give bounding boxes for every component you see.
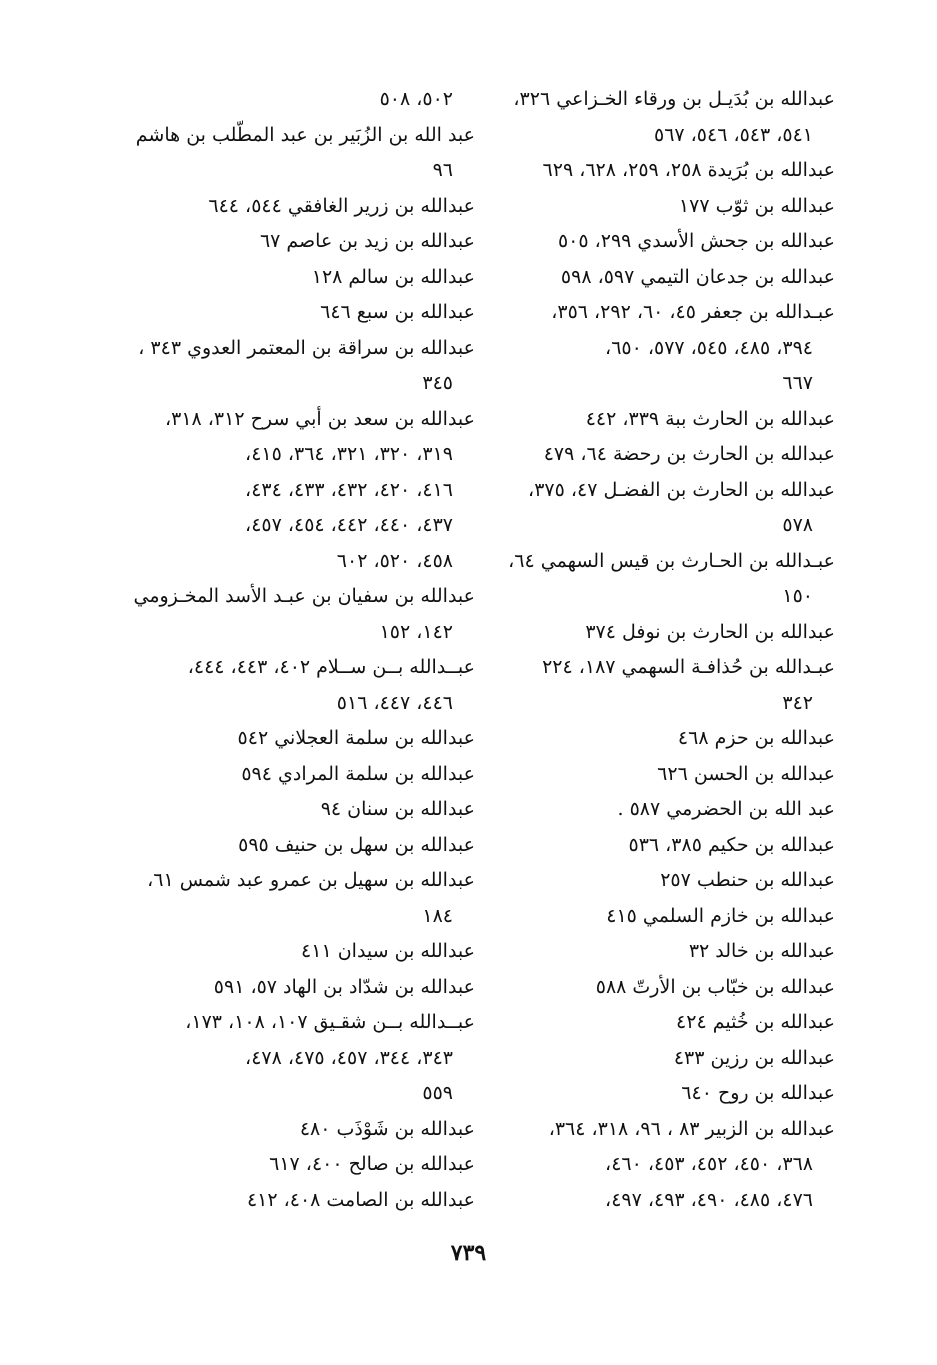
index-column-right [490,82,835,1218]
index-entry-continuation: ١٥٠ [782,585,813,607]
index-entry: عبدالله بن بُرَيدة ٢٥٨، ٢٥٩، ٦٢٨، ٦٢٩ [542,159,835,181]
index-entry-continuation: ٣٤٣، ٣٤٤، ٤٥٧، ٤٧٥، ٤٧٨، [245,1046,453,1069]
index-entry: عبدالله بن رزين ٤٣٣ [673,1046,835,1069]
index-entry: عبدالله بن خالد ٣٢ [688,940,835,962]
index-entry-continuation: ٤٧٦، ٤٨٥، ٤٩٠، ٤٩٣، ٤٩٧، [605,1188,813,1211]
index-entry-continuation: ٥٧٨ [782,514,813,536]
index-entry-continuation: ٣٦٨، ٤٥٠، ٤٥٢، ٤٥٣، ٤٦٠، [605,1153,813,1175]
index-entry-continuation: ٣٩٤، ٤٨٥، ٥٤٥، ٥٧٧، ٦٥٠، [605,336,813,359]
index-entry-continuation: ٥٥٩ [422,1082,453,1104]
index-entry-continuation: ٥٤١، ٥٤٣، ٥٤٦، ٥٦٧ [653,123,813,146]
index-entry: عبدالله بن شَوْذَب ٤٨٠ [299,1117,475,1140]
index-entry: عبدالله بن الزبير ٨٣ ، ٩٦، ٣١٨، ٣٦٤، [548,1117,835,1140]
index-entry: عبدالله بن زيد بن عاصم ٦٧ [259,230,475,252]
index-entry: عبدالله بن الحارث بن نوفل ٣٧٤ [585,620,835,643]
index-entry: عبدالله بن سفيان بن عبـد الأسد المخـزومي [133,585,475,607]
index-entry: عبد الله بن الزُبَير بن عبد المطّلب بن هاشم [135,123,475,146]
index-entry: عبدالله بن جدعان التيمي ٥٩٧، ٥٩٨ [560,265,835,288]
index-entry: عبدالله بن سلمة العجلاني ٥٤٢ [237,727,475,749]
index-entry: عبدالله بن سنان ٩٤ [320,798,475,820]
index-entry-continuation: ٤٣٧، ٤٤٠، ٤٤٢، ٤٥٤، ٤٥٧، [245,514,453,536]
index-entry: عبدالله بن سيدان ٤١١ [301,940,475,962]
index-entry: عبدالله بن الحارث ببة ٣٣٩، ٤٤٢ [585,407,835,430]
index-entry: عبدالله بن حنطب ٢٥٧ [660,869,835,891]
index-entry-continuation: ١٨٤ [422,904,453,927]
index-entry: عبـدالله بن الحـارث بن قيس السهمي ٦٤، [508,549,835,572]
index-column-left [125,82,475,1218]
index-entry: عبدالله بن سبع ٦٤٦ [320,301,475,323]
index-entry-continuation: ٤٥٨، ٥٢٠، ٦٠٢ [336,549,453,572]
index-entry-continuation: ٥٠٢، ٥٠٨ [379,88,453,110]
index-entry: عبــدالله بــن ســلام ٤٠٢، ٤٤٣، ٤٤٤، [187,656,475,678]
index-entry: عبدالله بن سهيل بن عمرو عبد شمس ٦١، [147,869,475,891]
index-entry-continuation: ٦٦٧ [782,372,813,394]
page-number: ٧٣٩ [450,1240,487,1266]
index-entry: عبدالله بن روح ٦٤٠ [681,1082,835,1104]
index-entry: عبدالله بن شدّاد بن الهاد ٥٧، ٥٩١ [213,975,475,998]
index-entry: عبدالله بن حزم ٤٦٨ [677,727,835,749]
index-entry: عبــدالله بــن شقـيق ١٠٧، ١٠٨، ١٧٣، [185,1011,475,1033]
index-entry: عبدالله بن بُدَيـل بن ورقاء الخـزاعي ٣٢٦، [513,88,835,110]
index-entry-continuation: ٣٤٥ [422,372,453,394]
index-entry: عبدالله بن سلمة المرادي ٥٩٤ [241,762,475,785]
index-entry-continuation: ٣١٩، ٣٢٠، ٣٢١، ٣٦٤، ٤١٥، [245,443,453,465]
index-entry: عبدالله بن الحارث بن الفضـل ٤٧، ٣٧٥، [528,478,835,501]
index-entry: عبدالله بن سهل بن حنيف ٥٩٥ [238,833,475,856]
index-entry: عبدالله بن الحارث بن رحضة ٦٤، ٤٧٩ [543,443,835,465]
index-entry-continuation: ١٤٢، ١٥٢ [379,620,453,643]
index-entry: عبدالله بن سراقة بن المعتمر العدوي ٣٤٣ ، [138,336,475,359]
index-entry: عبدالله بن خُثيم ٤٢٤ [676,1011,835,1033]
index-entry-continuation: ٤١٦، ٤٢٠، ٤٣٢، ٤٣٣، ٤٣٤، [245,478,453,501]
index-entry-continuation: ٩٦ [432,159,453,181]
index-entry: عبدالله بن الصامت ٤٠٨، ٤١٢ [246,1188,475,1211]
index-entry: عبدالله بن صالح ٤٠٠، ٦١٧ [269,1153,475,1175]
index-entry: عبدالله بن سالم ١٢٨ [311,265,475,288]
index-entry: عبدالله بن خازم السلمي ٤١٥ [606,904,835,927]
index-entry: عبدالله بن سعد بن أبي سرح ٣١٢، ٣١٨، [164,407,475,430]
index-entry: عبـدالله بن جعفر ٤٥، ٦٠، ٢٩٢، ٣٥٦، [551,301,835,323]
index-entry: عبدالله بن زرير الغافقي ٥٤٤، ٦٤٤ [208,194,475,217]
index-entry: عبدالله بن ثوّب ١٧٧ [678,194,835,217]
index-entry: عبد الله بن الحضرمي ٥٨٧ . [617,798,835,820]
index-entry-continuation: ٤٤٦، ٤٤٧، ٥١٦ [336,691,453,714]
index-entry: عبدالله بن جحش الأسدي ٢٩٩، ٥٠٥ [557,230,835,252]
index-entry: عبدالله بن الحسن ٦٢٦ [657,762,835,785]
index-entry: عبـدالله بن حُذافـة السهمي ١٨٧، ٢٢٤ [542,656,835,678]
index-entry: عبدالله بن حكيم ٣٨٥، ٥٣٦ [628,833,835,856]
index-entry-continuation: ٣٤٢ [782,691,813,714]
index-entry: عبدالله بن خبّاب بن الأرتّ ٥٨٨ [595,975,835,998]
